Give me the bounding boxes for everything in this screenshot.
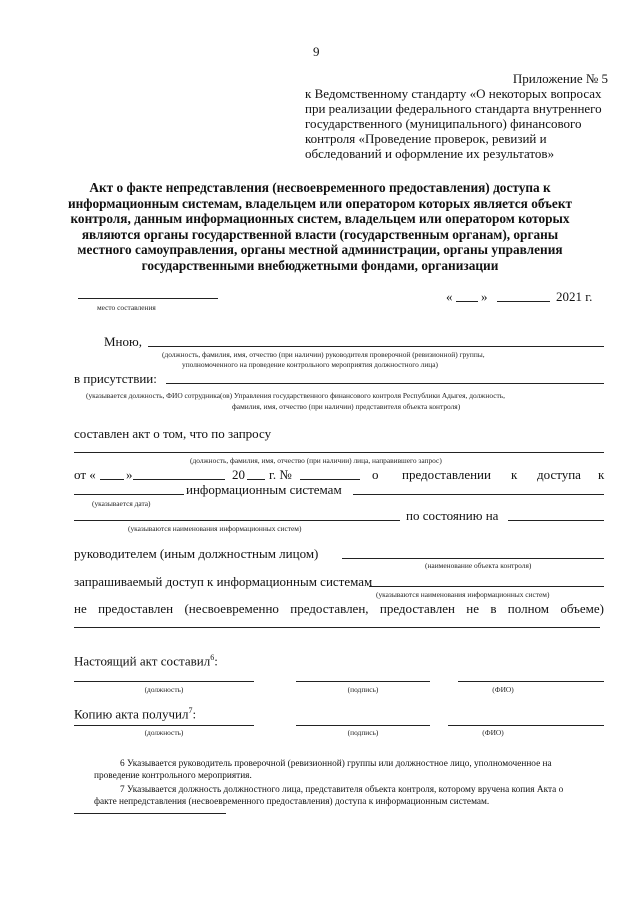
compiled-position-field[interactable] — [74, 681, 254, 682]
appendix-line: обследований и оформление их результатов» — [305, 146, 555, 161]
from-label: от « — [74, 467, 96, 482]
request-field[interactable] — [74, 452, 604, 453]
not-provided-line — [74, 601, 604, 616]
is-field[interactable] — [353, 494, 604, 495]
presence-field[interactable] — [166, 383, 604, 384]
compiled-label: Настоящий акт составил$^6$: — [74, 653, 218, 669]
request-text: составлен акт о том, что по запросу — [74, 426, 272, 441]
received-position-field[interactable] — [74, 725, 254, 726]
title-line: государственными внебюджетными фондами, организации — [141, 257, 499, 273]
from-word: предоставлении — [402, 467, 491, 482]
date-close-quote: » — [481, 289, 488, 304]
not-provided-field[interactable] — [74, 627, 600, 628]
appendix-line: при реализации федерального стандарта внутреннего — [305, 101, 602, 116]
status-text: по состоянию на — [406, 508, 499, 523]
not-provided-word: в — [490, 601, 497, 616]
compiled-signature-field[interactable] — [296, 681, 430, 682]
mnoyu-label: Мною, — [104, 334, 142, 349]
requested-field[interactable] — [369, 586, 604, 587]
not-provided-word: не — [74, 601, 87, 616]
from-year-prefix: 20 — [232, 467, 245, 482]
appendix-line: государственного (муниципального) финансового — [305, 116, 582, 131]
title-line: Акт о факте непредставления (несвоевременного предоставления) доступа к — [89, 180, 551, 195]
name-caption: (ФИО) — [482, 728, 504, 737]
signature-caption: (подпись) — [347, 685, 379, 694]
presence-caption: (указывается должность, ФИО сотрудника(ов) Управления государственного финансового контроля Республики Адыгея, должность, — [86, 391, 505, 400]
requested-caption: (указываются наименования информационных систем) — [376, 590, 550, 599]
status-field[interactable] — [508, 520, 604, 521]
received-label: Копию акта получил$^7$: — [74, 706, 197, 722]
date-month-field[interactable] — [497, 301, 550, 302]
from-number-label: г. № — [269, 467, 292, 482]
systems-field[interactable] — [74, 520, 400, 521]
is-text: информационным системам — [186, 482, 342, 497]
not-provided-word: предоставлен — [379, 601, 455, 616]
appendix-line: к Ведомственному стандарту «О некоторых вопросах — [305, 86, 602, 101]
title-line: контроля, данным информационных систем, владельцем или оператором которых — [70, 211, 570, 227]
from-extra-field[interactable] — [74, 494, 184, 495]
not-provided-word: (несвоевременно — [184, 601, 279, 616]
from-year-field[interactable] — [247, 479, 265, 480]
date-open-quote: « — [446, 289, 453, 304]
place-caption: место составления — [97, 303, 156, 312]
name-caption: (ФИО) — [492, 685, 514, 694]
signature-caption: (подпись) — [347, 728, 379, 737]
position-caption: (должность) — [144, 728, 184, 737]
from-word: доступа — [537, 467, 581, 482]
not-provided-word: предоставлен — [98, 601, 174, 616]
date-year: 2021 г. — [556, 289, 593, 304]
title-line: местного самоуправления, органы местной администрации, органы управления — [77, 242, 563, 258]
date-caption: (указывается дата) — [92, 499, 151, 508]
mnoyu-caption: уполномоченного на проведение контрольного мероприятия должностного лица) — [182, 360, 438, 369]
head-field[interactable] — [342, 558, 604, 559]
from-month-field[interactable] — [133, 479, 225, 480]
not-provided-word: объеме) — [560, 601, 604, 616]
document-title — [0, 180, 640, 274]
mnoyu-field[interactable] — [148, 346, 604, 347]
position-caption: (должность) — [144, 685, 184, 694]
received-name-field[interactable] — [448, 725, 604, 726]
request-caption: (должность, фамилия, имя, отчество (при наличии) лица, направившего запрос) — [190, 456, 442, 465]
not-provided-word: предоставлен, — [290, 601, 369, 616]
not-provided-word: полном — [507, 601, 550, 616]
footnote-line: проведение контрольного мероприятия. — [94, 771, 252, 781]
place-field[interactable] — [78, 298, 218, 299]
footnote-separator — [74, 813, 226, 814]
mnoyu-caption: (должность, фамилия, имя, отчество (при наличии) руководителя проверочной (ревизионной) группы, — [162, 350, 485, 359]
systems-caption: (указываются наименования информационных систем) — [128, 524, 302, 533]
presence-caption: фамилия, имя, отчество (при наличии) представителя объекта контроля) — [232, 402, 461, 411]
appendix-title: Приложение № 5 — [512, 71, 608, 86]
footnote-line: факте непредставления (несвоевременного предоставления) доступа к информационным системам. — [94, 797, 490, 807]
requested-text: запрашиваемый доступ к информационным системам — [74, 574, 373, 589]
page-number: 9 — [313, 44, 320, 59]
head-caption: (наименование объекта контроля) — [425, 561, 532, 570]
compiled-name-field[interactable] — [458, 681, 604, 682]
from-day-field[interactable] — [100, 479, 124, 480]
footnote-line: 7 Указывается должность должностного лица, представителя объекта контроля, которому вручена копия Акта о — [120, 785, 564, 795]
from-word: о — [372, 467, 379, 482]
footnote-line: 6 Указывается руководитель проверочной (ревизионной) группы или должностное лицо, уполномоченное на — [120, 759, 552, 769]
head-text: руководителем (иным должностным лицом) — [74, 546, 319, 561]
appendix-line: контроля «Проведение проверок, ревизий и — [305, 131, 547, 146]
from-word: к — [598, 467, 605, 482]
title-line: являются органы государственной власти (государственным органам), органы — [81, 226, 559, 242]
not-provided-word: не — [466, 601, 479, 616]
title-line: информационным системам, владельцем или оператором которых является объект — [67, 195, 573, 211]
presence-label: в присутствии: — [74, 371, 157, 386]
date-day-field[interactable] — [456, 301, 478, 302]
from-close-quote: » — [126, 467, 133, 482]
footnote-ref: 6 — [210, 653, 215, 662]
from-number-field[interactable] — [300, 479, 360, 480]
footnote-ref: 7 — [188, 706, 193, 715]
received-signature-field[interactable] — [296, 725, 430, 726]
from-word: к — [511, 467, 518, 482]
